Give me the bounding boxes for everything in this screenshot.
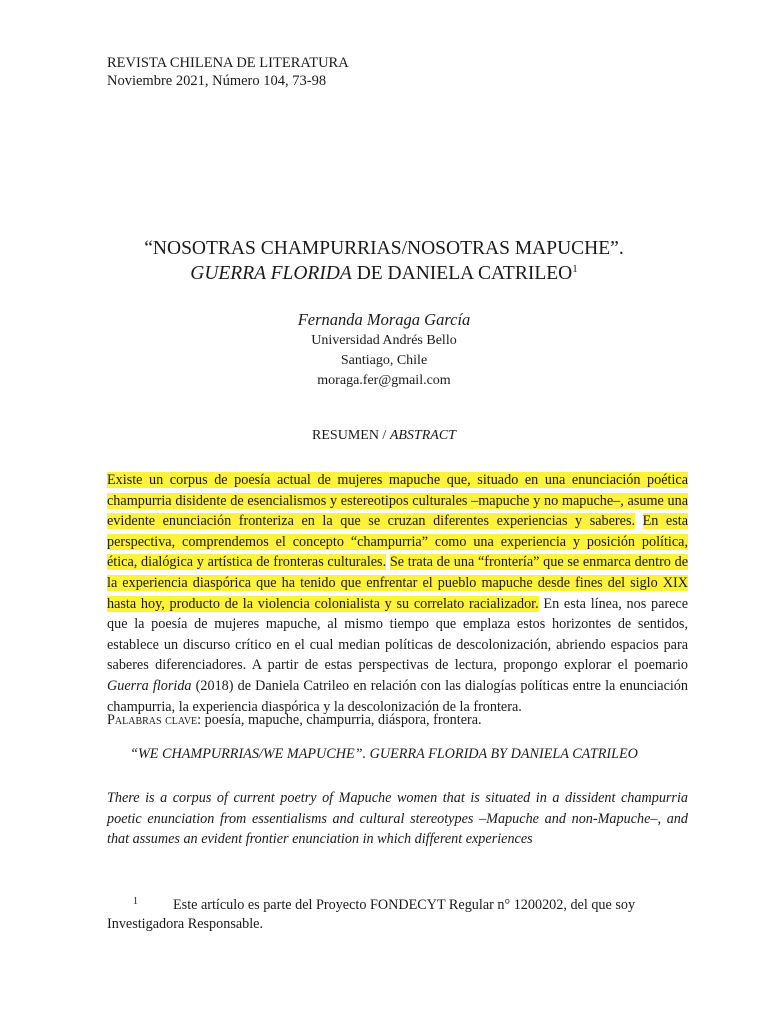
abstract-label: ABSTRACT [389,428,456,443]
keywords [107,710,688,730]
keywords-text: : poesía, mapuche, champurria, diáspora, frontera. [197,712,482,728]
title-footnote-mark[interactable]: 1 [572,263,578,275]
abstract-spanish [107,470,688,717]
journal-issue: Noviembre 2021, Número 104, 73-98 [107,73,327,89]
title-author-part: DE DANIELA CATRILEO [351,263,573,284]
highlight-3: Se trata de una “frontería” que se enmarca dentro de la experiencia diaspórica que ha tenido que enfrentar el pueblo mapuche desde fines del siglo XIX hasta hoy, producto de la violencia colonialista y su correlato racializador. [107,554,688,612]
footnote [107,896,688,934]
highlight-1: Existe un corpus de poesía actual de mujeres mapuche que, situado en una enunciación poética champurria disidente de esencialismos y estereotipos culturales –mapuche y no mapuche–, asume una evidente enunciación fronteriza en la que se cruzan diferentes experiencias y saberes. [107,472,688,530]
author-block [0,309,768,391]
author-name: Fernanda Moraga García [297,310,471,329]
author-affiliation: Universidad Andrés Bello [311,333,457,348]
abstract-text-1: En esta línea, nos parece que la poesía de mujeres mapuche, al mismo tiempo que emplaza estos horizontes de sentidos, establece un discurso crítico en el cual median políticas de descolonización, abriendo espacios para saberes diferenciadores. A partir de estas perspectivas de lectura, propongo explorar el poemario [107,595,688,674]
highlight-2: En esta perspectiva, comprendemos el concepto “champurria” como una experiencia y posición política, ética, dialógica y artística de fronteras culturales. [107,513,688,571]
title-book-name: GUERRA FLORIDA [190,263,352,284]
english-title: “WE CHAMPURRIAS/WE MAPUCHE”. GUERRA FLORIDA BY DANIELA CATRILEO [130,746,638,762]
title-line-1: “NOSOTRAS CHAMPURRIAS/NOSOTRAS MAPUCHE”. [144,238,624,259]
resumen-label: RESUMEN / [312,428,390,443]
abstract-text-2: (2018) de Daniela Catrileo en relación con las dialogías políticas entre la enunciación champurria, la experiencia diaspórica y la descolonización de la frontera. [107,677,688,715]
keywords-label: Palabras clave [107,712,198,728]
journal-name: REVISTA CHILENA DE LITERATURA [107,55,349,71]
footnote-line-2: Investigadora Responsable. [107,916,264,932]
title-line-2 [0,261,768,286]
resumen-heading [0,428,768,444]
footnote-line-1: Este artículo es parte del Proyecto FONDECYT Regular n° 1200202, del que soy [173,897,636,913]
author-email[interactable]: moraga.fer@gmail.com [317,373,451,388]
abstract-english: There is a corpus of current poetry of Mapuche women that is situated in a dissident champurria poetic enunciation from essentialisms and cultural stereotypes –Mapuche and non-Mapuche–, and that assumes an evident frontier enunciation in which different experiences [107,790,688,848]
journal-header [107,54,349,90]
footnote-number: 1 [133,896,138,907]
article-title [0,236,768,286]
author-location: Santiago, Chile [340,353,428,368]
book-title: Guerra florida [107,677,192,694]
